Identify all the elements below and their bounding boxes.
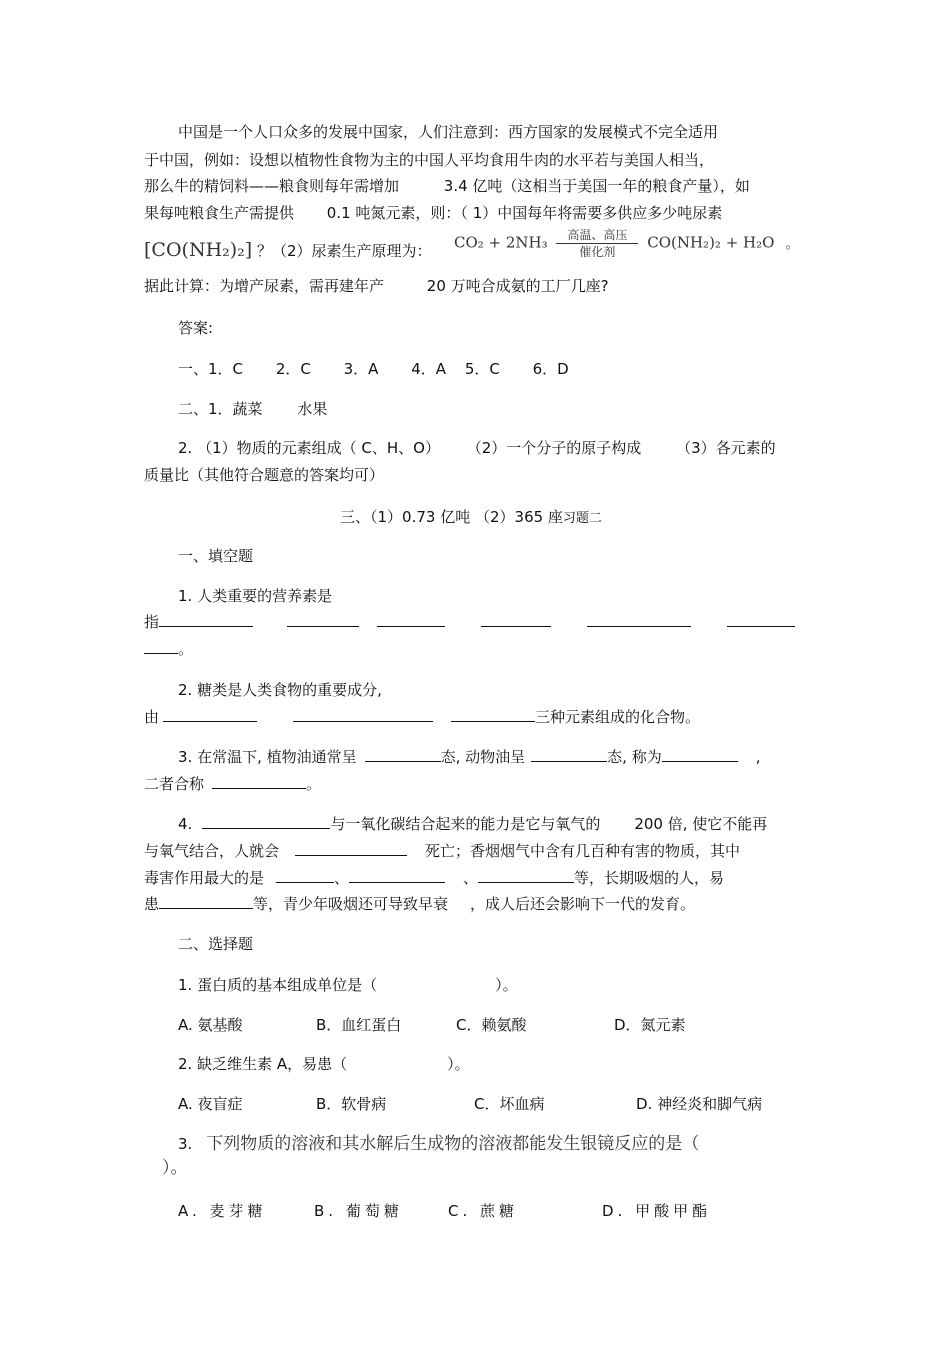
answer-item: 2．C bbox=[275, 360, 311, 378]
answer-item: （2）一个分子的原子构成 bbox=[466, 439, 642, 457]
answers-section-3 bbox=[340, 507, 602, 529]
question-text: ）。 bbox=[495, 976, 518, 994]
question-text: 二者合称 bbox=[144, 775, 205, 793]
answer-blank[interactable] bbox=[587, 612, 691, 627]
choice-section-title: 二、选择题 bbox=[178, 935, 254, 953]
option-d[interactable]: D．氮元素 bbox=[614, 1016, 686, 1034]
answer-blank[interactable] bbox=[295, 841, 407, 856]
question-text: 态, 称为 bbox=[607, 748, 662, 766]
option-a[interactable]: A. 夜盲症 bbox=[178, 1095, 243, 1113]
fill-q1-blanks bbox=[144, 612, 795, 632]
problem-line-6 bbox=[144, 276, 609, 296]
urea-equation bbox=[454, 228, 800, 259]
answer-blank[interactable] bbox=[365, 747, 441, 762]
answers-section-2-1 bbox=[178, 399, 327, 419]
question-text: 指 bbox=[144, 613, 160, 631]
fill-q3 bbox=[178, 747, 761, 767]
problem-line-5 bbox=[144, 240, 432, 261]
question-text: 3. 在常温下, 植物油通常呈 bbox=[178, 748, 357, 766]
question-text: 4. bbox=[178, 815, 193, 833]
urea-formula: [CO(NH₂)₂] bbox=[144, 239, 253, 261]
answers-section-1 bbox=[178, 359, 569, 379]
answer-item: 4．A bbox=[411, 360, 447, 378]
problem-line-1: 中国是一个人口众多的发展中国家，人们注意到：西方国家的发展模式不完全适用 bbox=[178, 123, 719, 141]
question-text: 由 bbox=[144, 708, 160, 726]
fill-q2-blanks bbox=[144, 707, 700, 727]
question-text: 、 bbox=[463, 869, 479, 887]
fill-q4-cont-2 bbox=[144, 868, 724, 888]
answers-title: 答案: bbox=[178, 319, 214, 337]
question-text: , bbox=[755, 748, 761, 766]
question-text: 等，长期吸烟的人，易 bbox=[574, 869, 725, 887]
answer-blank[interactable] bbox=[287, 612, 359, 627]
answer-item: 2. （1）物质的元素组成（ C、H、O） bbox=[178, 439, 440, 457]
answers-section-2-2-cont: 质量比（其他符合题意的答案均可） bbox=[144, 466, 385, 484]
fill-q4-cont-1 bbox=[144, 841, 740, 861]
problem-text: 那么牛的精饲料——粮食则每年需增加 bbox=[144, 177, 400, 195]
answer-blank[interactable] bbox=[478, 868, 574, 883]
question-text: 毒害作用最大的是 bbox=[144, 869, 265, 887]
arrow-bar bbox=[556, 243, 638, 244]
answer-blank[interactable] bbox=[662, 747, 738, 762]
answers-section-2-2 bbox=[178, 438, 776, 458]
choice-q3-end: ）。 bbox=[162, 1158, 188, 1178]
question-text: 患 bbox=[144, 895, 160, 913]
fill-section-title: 一、填空题 bbox=[178, 547, 254, 565]
reaction-condition-bottom: 催化剂 bbox=[579, 245, 616, 259]
option-a[interactable]: A. 氨基酸 bbox=[178, 1016, 243, 1034]
question-text: 1. 蛋白质的基本组成单位是（ bbox=[178, 976, 378, 994]
problem-text: 据此计算：为增产尿素，需再建年产 bbox=[144, 277, 385, 295]
option-b[interactable]: B. 葡萄糖 bbox=[314, 1202, 403, 1220]
answer-blank[interactable] bbox=[293, 707, 433, 722]
option-c[interactable]: C．坏血病 bbox=[474, 1095, 545, 1113]
fill-q1-end bbox=[144, 639, 193, 659]
option-b[interactable]: B．软骨病 bbox=[316, 1095, 387, 1113]
option-c[interactable]: C. 蔗糖 bbox=[448, 1202, 519, 1220]
answer-blank[interactable] bbox=[349, 868, 445, 883]
question-text: 下列物质的溶液和其水解后生成物的溶液都能发生银镜反应的是（ bbox=[206, 1134, 700, 1154]
question-text: 200 倍, 使它不能再 bbox=[634, 815, 768, 833]
choice-q2-options bbox=[178, 1094, 762, 1114]
question-text: 等，青少年吸烟还可导致早衰 bbox=[253, 895, 449, 913]
problem-text: 0.1 吨氮元素，则：（ 1）中国每年将需要多供应多少吨尿素 bbox=[326, 204, 723, 222]
reaction-condition-top: 高温、高压 bbox=[567, 228, 628, 242]
reaction-arrow bbox=[556, 228, 638, 259]
equation-reactants: CO₂ + 2NH₃ bbox=[454, 233, 548, 252]
problem-text: 3.4 亿吨（这相当于美国一年的粮食产量），如 bbox=[443, 177, 750, 195]
fill-q4 bbox=[178, 814, 767, 834]
answer-blank[interactable] bbox=[727, 612, 795, 627]
option-b[interactable]: B．血红蛋白 bbox=[316, 1016, 402, 1034]
equation-products: CO(NH₂)₂ + H₂O bbox=[647, 233, 775, 252]
option-d[interactable]: D. 甲酸甲酯 bbox=[602, 1202, 712, 1220]
question-text: 3. bbox=[178, 1135, 193, 1153]
fill-q4-cont-3 bbox=[144, 894, 695, 914]
choice-q1-options bbox=[178, 1015, 686, 1035]
option-d[interactable]: D. 神经炎和脚气病 bbox=[636, 1095, 763, 1113]
answer-item: 3．A bbox=[343, 360, 379, 378]
answer-blank[interactable] bbox=[144, 639, 178, 654]
problem-line-2: 于中国，例如：设想以植物性食物为主的中国人平均食用牛肉的水平若与美国人相当， bbox=[144, 151, 715, 169]
answer-blank[interactable] bbox=[451, 707, 535, 722]
answer-item: 6．D bbox=[532, 360, 569, 378]
choice-q1 bbox=[178, 975, 518, 995]
question-text: 三种元素组成的化合物。 bbox=[535, 708, 701, 726]
answer-item: 水果 bbox=[297, 400, 328, 418]
question-text: 2. 缺乏维生素 A，易患（ bbox=[178, 1055, 348, 1073]
answer-blank[interactable] bbox=[163, 707, 257, 722]
choice-q3-options bbox=[178, 1201, 711, 1221]
answer-item: 一、1．C bbox=[178, 360, 244, 378]
question-text: ，成人后还会影响下一代的发育。 bbox=[470, 895, 696, 913]
option-c[interactable]: C．赖氨酸 bbox=[456, 1016, 527, 1034]
question-text: ）。 bbox=[447, 1055, 470, 1073]
answer-blank[interactable] bbox=[212, 774, 306, 789]
question-text: 。 bbox=[178, 640, 194, 658]
option-a[interactable]: A. 麦芽糖 bbox=[178, 1202, 267, 1220]
problem-line-3 bbox=[144, 176, 750, 196]
answer-blank[interactable] bbox=[481, 612, 551, 627]
problem-text: 20 万吨合成氨的工厂几座? bbox=[426, 277, 609, 295]
fill-q1: 1. 人类重要的营养素是 bbox=[178, 587, 333, 605]
answer-blank[interactable] bbox=[202, 814, 330, 829]
question-text: 态, 动物油呈 bbox=[440, 748, 526, 766]
answer-blank[interactable] bbox=[276, 868, 334, 883]
question-text: 死亡；香烟烟气中含有几百种有害的物质，其中 bbox=[425, 842, 741, 860]
next-exercise-title: 习题二 bbox=[562, 511, 602, 526]
answer-item: 二、1．蔬菜 bbox=[178, 400, 263, 418]
fill-q2: 2. 糖类是人类食物的重要成分, bbox=[178, 681, 382, 699]
choice-q2 bbox=[178, 1054, 470, 1074]
question-text: 。 bbox=[306, 775, 322, 793]
answer-item: 5．C bbox=[464, 360, 500, 378]
answer-item: （3）各元素的 bbox=[676, 439, 776, 457]
question-text: 与一氧化碳结合起来的能力是它与氧气的 bbox=[330, 815, 601, 833]
choice-q3 bbox=[178, 1134, 699, 1154]
answer-blank[interactable] bbox=[377, 612, 445, 627]
problem-line-4 bbox=[144, 203, 722, 223]
question-text: 与氧气结合，人就会 bbox=[144, 842, 280, 860]
answer-blank[interactable] bbox=[159, 612, 253, 627]
answer-blank[interactable] bbox=[159, 894, 253, 909]
equation-period: 。 bbox=[785, 233, 801, 252]
answer-item: 三、（1）0.73 亿吨 （2）365 座 bbox=[340, 508, 563, 526]
answer-blank[interactable] bbox=[531, 747, 607, 762]
problem-text: 果每吨粮食生产需提供 bbox=[144, 204, 295, 222]
question-text: 、 bbox=[334, 869, 350, 887]
fill-q3-cont bbox=[144, 774, 321, 794]
problem-text: ？（2）尿素生产原理为： bbox=[256, 242, 432, 260]
